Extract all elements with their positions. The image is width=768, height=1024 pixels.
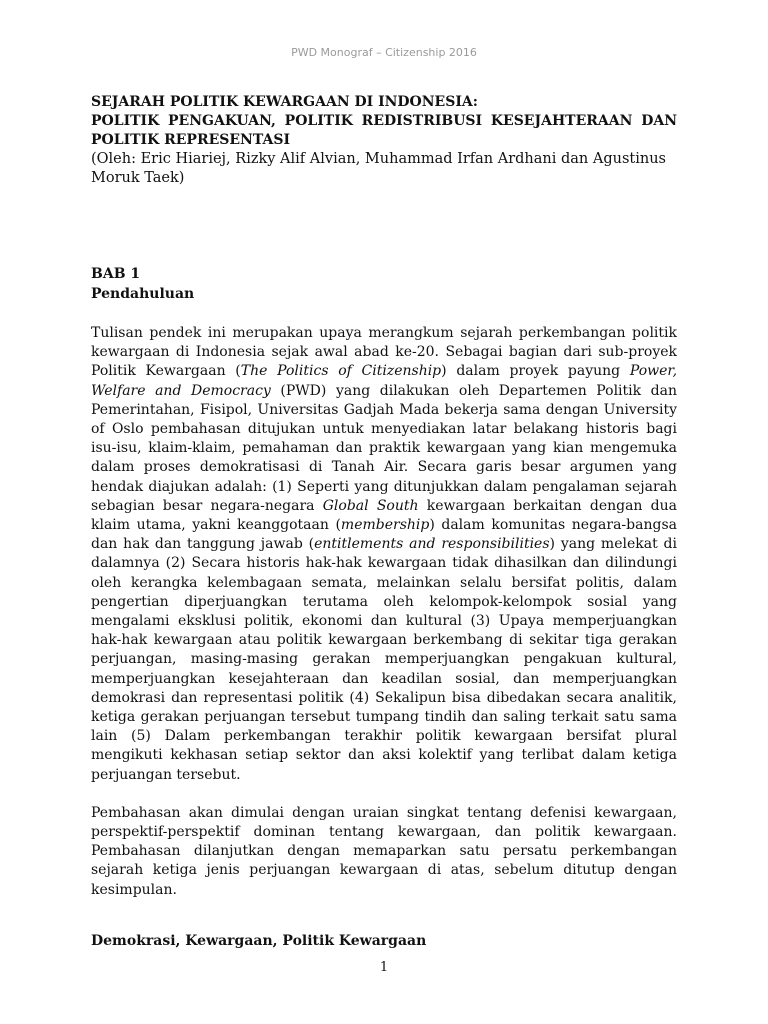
chapter-name: Pendahuluan bbox=[91, 286, 195, 302]
intro-italic-3: Global South bbox=[322, 497, 419, 514]
running-header: PWD Monograf – Citizenship 2016 bbox=[291, 46, 477, 59]
intro-text-1: Tulisan pendek ini merupakan upaya merangkum sejarah perkembangan politik kewargaan di Indonesia sejak awal abad ke-20. Sebagai bagian dari sub-proyek Politik Kewargaan ( bbox=[91, 325, 677, 380]
page-number: 1 bbox=[379, 960, 389, 975]
section-heading: Demokrasi, Kewargaan, Politik Kewargaan bbox=[91, 932, 427, 949]
author-line: (Oleh: Eric Hiariej, Rizky Alif Alvian, Muhammad Irfan Ardhani dan Agustinus Moruk Taek) bbox=[91, 151, 666, 186]
intro-text-4: kewargaan berkaitan dengan dua klaim utama, yakni keanggotaan ( bbox=[91, 497, 677, 534]
intro-paragraph bbox=[91, 324, 677, 785]
title-line-3: POLITIK REPRESENTASI bbox=[91, 132, 291, 148]
intro-italic-4: membership bbox=[340, 517, 430, 534]
page-content bbox=[91, 93, 677, 951]
chapter-heading bbox=[91, 264, 677, 304]
document-title bbox=[91, 93, 677, 150]
chapter-number: BAB 1 bbox=[91, 266, 141, 282]
intro-text-2: ) dalam proyek payung bbox=[441, 363, 630, 380]
title-line-2: POLITIK PENGAKUAN, POLITIK REDISTRIBUSI KESEJAHTERAAN DAN bbox=[91, 113, 677, 129]
title-line-1: SEJARAH POLITIK KEWARGAAN DI INDONESIA: bbox=[91, 94, 478, 110]
outline-paragraph: Pembahasan akan dimulai dengan uraian singkat tentang defenisi kewargaan, perspektif-perspektif dominan tentang kewargaan, dan politik kewargaan. Pembahasan dilanjutkan dengan memaparkan satu persatu perkembangan sejarah ketiga jenis perjuangan kewargaan di atas, sebelum ditutup dengan kesimpulan. bbox=[91, 804, 677, 898]
intro-text-6: ) yang melekat di dalamnya (2) Secara historis hak-hak kewargaan tidak dihasilkan dan dilindungi oleh kerangka kelembagaan semata, melainkan selalu bersifat politis, dalam pengertian diperjuangkan terutama oleh kelompok-kelompok sosial yang mengalami eksklusi politik, ekonomi dan kultural (3) Upaya memperjuangkan hak-hak kewargaan atau politik kewargaan berkembang di sekitar tiga gerakan perjuangan, masing-masing gerakan memperjuangkan pengakuan kultural, memperjuangkan kesejahteraan dan keadilan sosial, dan memperjuangkan demokrasi dan representasi politik (4) Sekalipun bisa dibedakan secara analitik, ketiga gerakan perjuangan tersebut tumpang tindih dan saling terkait satu sama lain (5) Dalam perkembangan terakhir politik kewargaan bersifat plural mengikuti kekhasan setiap sektor dan aksi kolektif yang terlibat dalam ketiga perjuangan tersebut. bbox=[91, 536, 678, 783]
intro-italic-1: The Politics of Citizenship bbox=[240, 363, 442, 380]
intro-italic-5: entitlements and responsibilities bbox=[314, 536, 550, 553]
intro-italic-2: Power, Welfare and Democracy bbox=[91, 363, 678, 399]
intro-text-5: ) dalam komunitas negara-bangsa dan hak dan tanggung jawab ( bbox=[91, 517, 677, 553]
intro-text-3: (PWD) yang dilakukan oleh Departemen Politik dan Pemerintahan, Fisipol, Universitas Gadjah Mada bekerja sama dengan University of Oslo pembahasan ditujukan untuk menyediakan latar belakang historis bagi isu-isu, klaim-klaim, pemahaman dan praktik kewargaan yang kian mengemuka dalam proses demokratisasi di Tanah Air. Secara garis besar argumen yang hendak diajukan adalah: (1) Seperti yang ditunjukkan dalam pengalaman sejarah sebagian besar negara-negara bbox=[91, 382, 678, 514]
